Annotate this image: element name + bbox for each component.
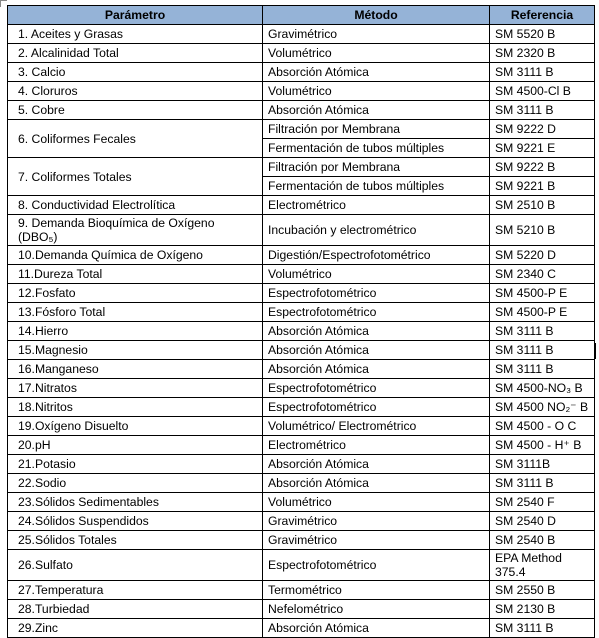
cell-parametro: 15.Magnesio bbox=[8, 341, 263, 360]
cell-referencia: SM 5210 B bbox=[490, 215, 595, 246]
margin-tick-mark bbox=[595, 343, 596, 359]
cell-referencia: SM 2540 F bbox=[490, 493, 595, 512]
cell-referencia: SM 9222 D bbox=[490, 120, 595, 139]
cell-referencia: SM 9222 B bbox=[490, 158, 595, 177]
cell-metodo: Absorción Atómica bbox=[263, 474, 490, 493]
cell-referencia: SM 4500 - H⁺ B bbox=[490, 436, 595, 455]
table-row bbox=[8, 25, 595, 44]
cell-metodo: Electrométrico bbox=[263, 196, 490, 215]
cell-metodo: Volumétrico bbox=[263, 82, 490, 101]
table-row bbox=[8, 82, 595, 101]
cell-parametro: 18.Nitritos bbox=[8, 398, 263, 417]
cell-parametro: 7. Coliformes Totales bbox=[8, 158, 263, 196]
cell-referencia: SM 4500-P E bbox=[490, 284, 595, 303]
cell-parametro: 4. Cloruros bbox=[8, 82, 263, 101]
table-row bbox=[8, 120, 595, 139]
cell-metodo: Espectrofotométrico bbox=[263, 550, 490, 581]
cell-referencia: SM 4500-NO₃ B bbox=[490, 379, 595, 398]
table-row bbox=[8, 581, 595, 600]
table-row bbox=[8, 341, 595, 360]
cell-metodo: Fermentación de tubos múltiples bbox=[263, 139, 490, 158]
table-row bbox=[8, 215, 595, 246]
cell-parametro: 11.Dureza Total bbox=[8, 265, 263, 284]
cell-referencia: SM 4500-P E bbox=[490, 303, 595, 322]
cell-metodo: Absorción Atómica bbox=[263, 322, 490, 341]
cell-referencia: SM 3111 B bbox=[490, 341, 595, 360]
cell-metodo: Filtración por Membrana bbox=[263, 158, 490, 177]
header-metodo: Método bbox=[263, 6, 490, 25]
cell-metodo: Espectrofotométrico bbox=[263, 303, 490, 322]
table-row bbox=[8, 455, 595, 474]
cell-metodo: Absorción Atómica bbox=[263, 619, 490, 638]
cell-referencia: EPA Method 375.4 bbox=[490, 550, 595, 581]
cell-parametro: 24.Sólidos Suspendidos bbox=[8, 512, 263, 531]
cell-metodo: Fermentación de tubos múltiples bbox=[263, 177, 490, 196]
cell-referencia: SM 2340 C bbox=[490, 265, 595, 284]
cell-metodo: Espectrofotométrico bbox=[263, 379, 490, 398]
cell-metodo: Incubación y electrométrico bbox=[263, 215, 490, 246]
cell-parametro: 25.Sólidos Totales bbox=[8, 531, 263, 550]
cell-metodo: Volumétrico bbox=[263, 493, 490, 512]
cell-metodo: Espectrofotométrico bbox=[263, 398, 490, 417]
cell-referencia: SM 9221 E bbox=[490, 139, 595, 158]
cell-referencia: SM 4500-Cl B bbox=[490, 82, 595, 101]
parameters-table bbox=[7, 5, 595, 638]
table-row bbox=[8, 303, 595, 322]
cell-metodo: Gravimétrico bbox=[263, 25, 490, 44]
cell-metodo: Gravimétrico bbox=[263, 531, 490, 550]
cell-referencia: SM 3111 B bbox=[490, 474, 595, 493]
table-row bbox=[8, 284, 595, 303]
table-row bbox=[8, 550, 595, 581]
cell-parametro: 9. Demanda Bioquímica de Oxígeno (DBO₅) bbox=[8, 215, 263, 246]
cell-parametro: 14.Hierro bbox=[8, 322, 263, 341]
table-row bbox=[8, 265, 595, 284]
cell-metodo: Espectrofotométrico bbox=[263, 284, 490, 303]
cell-referencia: SM 9221 B bbox=[490, 177, 595, 196]
cell-metodo: Absorción Atómica bbox=[263, 360, 490, 379]
cell-referencia: SM 4500 NO₂⁻ B bbox=[490, 398, 595, 417]
cell-referencia: SM 3111 B bbox=[490, 360, 595, 379]
table-row bbox=[8, 531, 595, 550]
cell-referencia: SM 2130 B bbox=[490, 600, 595, 619]
table-row bbox=[8, 196, 595, 215]
header-referencia: Referencia bbox=[490, 6, 595, 25]
cell-referencia: SM 3111 B bbox=[490, 63, 595, 82]
table-row bbox=[8, 493, 595, 512]
cell-metodo: Nefelométrico bbox=[263, 600, 490, 619]
cell-parametro: 27.Temperatura bbox=[8, 581, 263, 600]
cell-referencia: SM 2510 B bbox=[490, 196, 595, 215]
cell-referencia: SM 5220 D bbox=[490, 246, 595, 265]
table-row bbox=[8, 158, 595, 177]
table-row bbox=[8, 474, 595, 493]
cell-parametro: 6. Coliformes Fecales bbox=[8, 120, 263, 158]
cell-metodo: Electrométrico bbox=[263, 436, 490, 455]
table-row bbox=[8, 101, 595, 120]
cell-metodo: Absorción Atómica bbox=[263, 341, 490, 360]
table-row bbox=[8, 44, 595, 63]
cell-parametro: 22.Sodio bbox=[8, 474, 263, 493]
cell-parametro: 1. Aceites y Grasas bbox=[8, 25, 263, 44]
cell-referencia: SM 3111B bbox=[490, 455, 595, 474]
table-row bbox=[8, 398, 595, 417]
cell-metodo: Digestión/Espectrofotométrico bbox=[263, 246, 490, 265]
cell-parametro: 2. Alcalinidad Total bbox=[8, 44, 263, 63]
cell-parametro: 23.Sólidos Sedimentables bbox=[8, 493, 263, 512]
cell-parametro: 10.Demanda Química de Oxígeno bbox=[8, 246, 263, 265]
cell-referencia: SM 4500 - O C bbox=[490, 417, 595, 436]
cell-metodo: Termométrico bbox=[263, 581, 490, 600]
cell-referencia: SM 5520 B bbox=[490, 25, 595, 44]
table-body bbox=[8, 25, 595, 638]
table-row bbox=[8, 600, 595, 619]
cell-referencia: SM 3111 B bbox=[490, 101, 595, 120]
cell-metodo: Volumétrico bbox=[263, 265, 490, 284]
cell-referencia: SM 2550 B bbox=[490, 581, 595, 600]
table-row bbox=[8, 619, 595, 638]
cell-parametro: 12.Fosfato bbox=[8, 284, 263, 303]
cell-metodo: Volumétrico bbox=[263, 44, 490, 63]
cell-referencia: SM 3111 B bbox=[490, 322, 595, 341]
table-row bbox=[8, 246, 595, 265]
cell-metodo: Absorción Atómica bbox=[263, 63, 490, 82]
cell-parametro: 28.Turbiedad bbox=[8, 600, 263, 619]
cell-parametro: 26.Sulfato bbox=[8, 550, 263, 581]
table-row bbox=[8, 360, 595, 379]
cell-parametro: 3. Calcio bbox=[8, 63, 263, 82]
cell-parametro: 29.Zinc bbox=[8, 619, 263, 638]
cell-parametro: 16.Manganeso bbox=[8, 360, 263, 379]
cell-metodo: Absorción Atómica bbox=[263, 101, 490, 120]
cell-parametro: 19.Oxígeno Disuelto bbox=[8, 417, 263, 436]
cell-referencia: SM 2540 D bbox=[490, 512, 595, 531]
cell-parametro: 13.Fósforo Total bbox=[8, 303, 263, 322]
table-row bbox=[8, 512, 595, 531]
cell-metodo: Filtración por Membrana bbox=[263, 120, 490, 139]
cell-referencia: SM 3111 B bbox=[490, 619, 595, 638]
cell-parametro: 21.Potasio bbox=[8, 455, 263, 474]
table-header-row bbox=[8, 6, 595, 25]
cell-parametro: 20.pH bbox=[8, 436, 263, 455]
cell-parametro: 17.Nitratos bbox=[8, 379, 263, 398]
header-parametro: Parámetro bbox=[8, 6, 263, 25]
cell-metodo: Volumétrico/ Electrométrico bbox=[263, 417, 490, 436]
cell-parametro: 5. Cobre bbox=[8, 101, 263, 120]
table-row bbox=[8, 322, 595, 341]
cell-metodo: Absorción Atómica bbox=[263, 455, 490, 474]
table-row bbox=[8, 417, 595, 436]
cell-referencia: SM 2320 B bbox=[490, 44, 595, 63]
table-row bbox=[8, 63, 595, 82]
cell-parametro: 8. Conductividad Electrolítica bbox=[8, 196, 263, 215]
table-row bbox=[8, 379, 595, 398]
table-row bbox=[8, 436, 595, 455]
cell-metodo: Gravimétrico bbox=[263, 512, 490, 531]
cell-referencia: SM 2540 B bbox=[490, 531, 595, 550]
corner-crop-mark bbox=[0, 0, 7, 7]
